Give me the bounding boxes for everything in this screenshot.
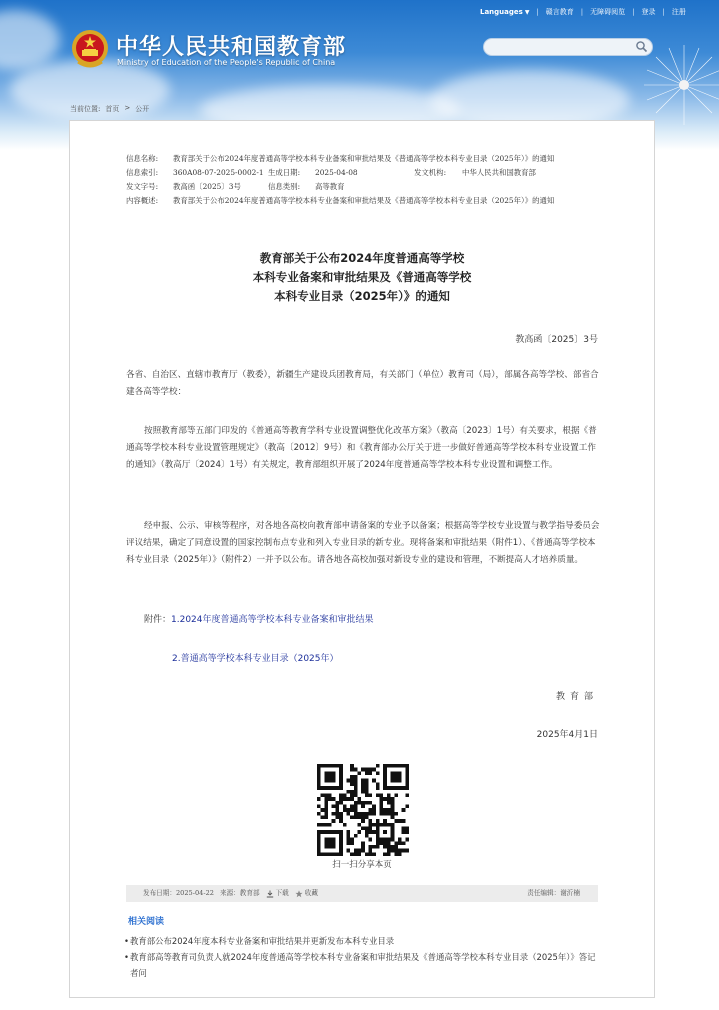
favorite-button[interactable]: 收藏 (295, 885, 318, 902)
salutation: 各省、自治区、直辖市教育厅（教委），新疆生产建设兵团教育局，有关部门（单位）教育司（局），部属各高等学校、部省合建各高等学校： (126, 370, 599, 397)
nav-link-login[interactable]: 登录 (641, 8, 656, 16)
attachment-number[interactable]: 2. (172, 654, 181, 664)
breadcrumb-separator: > (124, 104, 131, 112)
national-emblem-icon (70, 28, 110, 70)
meta-label: 发文字号: (126, 182, 159, 191)
dandelion-icon (639, 40, 719, 130)
nav-separator: | (580, 8, 584, 16)
title-line: 教育部关于公布2024年度普通高等学校 (259, 251, 465, 265)
source: 来源：教育部 (220, 889, 260, 897)
related-reading-list (124, 933, 600, 981)
document-title (70, 249, 654, 306)
attachment-2-link[interactable]: 普通高等学校本科专业目录（2025年） (180, 654, 339, 664)
attachment-1-link[interactable]: 2024年度普通高等学校本科专业备案和审批结果 (179, 615, 374, 625)
breadcrumb-public[interactable]: 公开 (135, 105, 150, 113)
site-title[interactable]: 中华人民共和国教育部 (116, 35, 347, 60)
download-icon (266, 890, 274, 898)
related-reading-title: 相关阅读 (128, 917, 165, 927)
search-box (483, 38, 653, 56)
attachment-number[interactable]: 1. (171, 615, 180, 625)
meta-value: 中华人民共和国教育部 (462, 168, 536, 177)
document-number: 教高函〔2025〕3号 (515, 335, 598, 345)
meta-value: 高等教育 (315, 182, 345, 191)
title-line: 本科专业目录（2025年）》的通知 (274, 289, 450, 303)
nav-link-language-education[interactable]: 赣言教育 (545, 8, 574, 16)
meta-value: 2025-04-08 (315, 168, 358, 177)
breadcrumb-home[interactable]: 首页 (105, 105, 120, 113)
attachment-prefix: 附件： (144, 615, 172, 625)
nav-separator: | (632, 8, 635, 16)
meta-label: 信息类别: (268, 182, 301, 191)
languages-dropdown[interactable] (480, 8, 529, 16)
attachment-1 (144, 612, 374, 625)
meta-label: 信息索引: (126, 168, 159, 177)
meta-value: 360A08-07-2025-0002-1 (173, 168, 264, 177)
article-info-bar (126, 885, 598, 902)
related-link[interactable]: • 教育部公布2024年度本科专业备案和审批结果并更新发布本科专业目录 (124, 933, 600, 949)
download-button[interactable]: 下载 (266, 885, 289, 902)
attachment-2 (172, 651, 339, 664)
paragraph-2: 经申报、公示、审核等程序，对各地各高校向教育部申请备案的专业予以备案；根据高等学校专业设置与教学指导委员会评议结果，确定了同意设置的国家控制布点专业和列入专业目录的新专业。现将备案和审批结果（附件1）、《普通高等学校本科专业目录（2025年）》（附件2）一并予以公布。请各地各高校加强对新设专业的建设和管理，不断提高人才培养质量。 (126, 521, 600, 565)
chevron-down-icon: ▼ (524, 8, 530, 16)
nav-link-accessibility[interactable]: 无障碍阅览 (590, 8, 626, 16)
publish-date: 发布日期：2025-04-22 (143, 889, 214, 897)
paragraph-1: 按照教育部等五部门印发的《普通高等教育学科专业设置调整优化改革方案》（教高〔2023〕1号）有关要求，根据《普通高等学校本科专业设置管理规定》（教高〔2012〕9号）和《教育部办公厅关于进一步做好普通高等学校本科专业设置工作的通知》（教高厅〔2024〕1号）有关规定，教育部组织开展了2024年度普通高等学校本科专业设置和调整工作。 (126, 426, 597, 470)
nav-separator: | (536, 8, 539, 16)
meta-label: 内容概述: (126, 196, 159, 205)
qr-caption: 扫一扫分享本页 (332, 860, 392, 870)
bullet-icon: • (124, 936, 129, 946)
qr-code-icon (317, 764, 409, 856)
bullet-icon: • (124, 952, 129, 962)
cloud-decoration (0, 10, 60, 70)
top-nav (480, 7, 686, 17)
search-icon[interactable] (635, 40, 648, 53)
breadcrumb-prefix: 当前位置: (70, 105, 101, 113)
nav-separator: | (662, 8, 665, 16)
site-subtitle: Ministry of Education of the People's Republic of China (117, 58, 336, 67)
breadcrumb (70, 104, 149, 114)
meta-label: 生成日期: (268, 168, 301, 177)
search-input[interactable] (492, 40, 636, 55)
languages-label: Languages (480, 8, 523, 16)
meta-value: 教育部关于公布2024年度普通高等学校本科专业备案和审批结果及《普通高等学校本科专业目录（2025年）》的通知 (173, 154, 555, 163)
related-link[interactable]: • 教育部高等教育司负责人就2024年度普通高等学校本科专业备案和审批结果及《普通高等学校本科专业目录（2025年）》答记者问 (124, 949, 600, 981)
title-line: 本科专业备案和审批结果及《普通高等学校 (252, 270, 472, 284)
nav-link-register[interactable]: 注册 (671, 8, 686, 16)
meta-value: 教高函〔2025〕3号 (173, 182, 241, 191)
editor-info: 责任编辑：谢沂楠 (527, 889, 580, 897)
document-signer: 教育部 (555, 692, 598, 702)
article-container (69, 120, 655, 998)
meta-label: 信息名称: (126, 154, 159, 163)
meta-label: 发文机构: (414, 168, 447, 177)
meta-value: 教育部关于公布2024年度普通高等学校本科专业备案和审批结果及《普通高等学校本科专业目录（2025年）》的通知 (173, 196, 555, 205)
document-date: 2025年4月1日 (536, 730, 598, 740)
star-icon (295, 890, 303, 898)
